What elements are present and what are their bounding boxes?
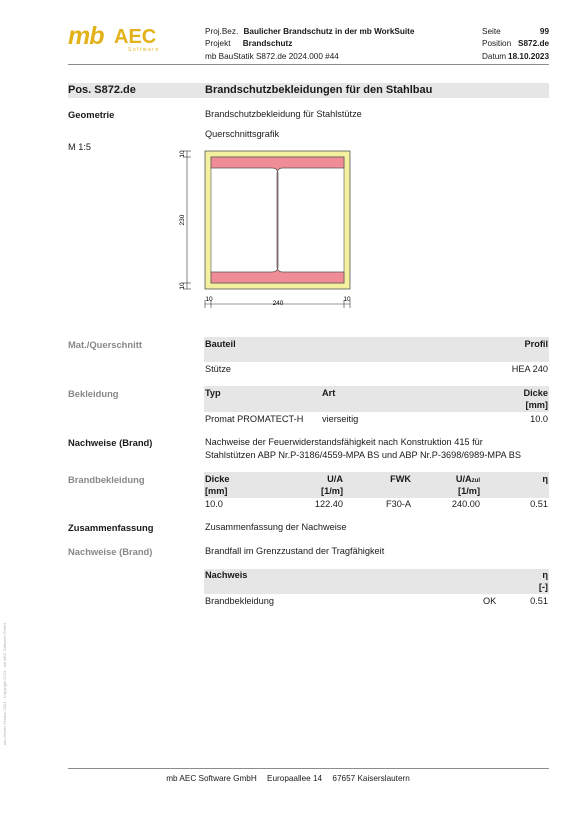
seite-label: Seite: [482, 27, 501, 36]
col-nw-eta: η: [542, 570, 548, 580]
col-bb-dicke-unit: [mm]: [205, 486, 228, 496]
col-bb-eta: η: [542, 474, 548, 484]
nachweise-label: Nachweise (Brand): [68, 437, 153, 448]
nachweise-line1: Nachweise der Feuerwiderstandsfähigkeit nach Konstruktion 415 für: [205, 437, 483, 447]
footer-company: mb AEC Software GmbH: [166, 774, 257, 783]
dim-bottom: 10: [179, 282, 186, 290]
logo-mb: mb: [68, 22, 104, 50]
dim-left: 10: [205, 296, 213, 303]
nachweis-header-bar: [204, 569, 549, 594]
geometrie-text: Brandschutzbekleidung für Stahlstütze: [205, 109, 362, 119]
col-nachweis: Nachweis: [205, 570, 248, 580]
col-uazul-sub: zul: [471, 478, 480, 484]
nw-row-name: Brandbekleidung: [205, 596, 274, 606]
dicke-value: 10.0: [530, 414, 548, 424]
zusammenfassung-text: Zusammenfassung der Nachweise: [205, 522, 347, 532]
col-dicke-unit: [mm]: [525, 400, 548, 410]
nachweise-line2: Stahlstützen ABP Nr.P-3186/4559-MPA BS und ABP Nr.P-3698/6989-MPA BS: [205, 450, 521, 460]
bekleidung-label: Bekleidung: [68, 388, 119, 399]
projbez-value: Baulicher Brandschutz in der mb WorkSuite: [243, 27, 415, 36]
bb-fwk-value: F30-A: [385, 499, 411, 509]
footer-street: Europaallee 14: [267, 774, 323, 783]
col-profil: Profil: [524, 339, 548, 349]
footer: [0, 774, 576, 783]
projekt-value: Brandschutz: [242, 39, 293, 48]
position-title: Pos. S872.de: [68, 84, 136, 96]
dim-middle: 230: [179, 214, 186, 226]
bauteil-value: Stütze: [205, 364, 232, 374]
logo-software: Software: [128, 47, 160, 53]
nachweise2-text: Brandfall im Grenzzustand der Tragfähigkeit: [205, 546, 385, 556]
side-copyright: mb-Viewer Version 2024 - Copyright 2023 - mb AEC Software GmbH: [2, 623, 7, 745]
seite-value: 99: [539, 27, 549, 36]
graphic-caption: Querschnittsgrafik: [205, 129, 280, 139]
bb-uazul-value: 240.00: [451, 499, 480, 509]
header-projbez: [205, 26, 414, 38]
col-uazul-unit: [1/m]: [458, 486, 480, 496]
datum-value: 18.10.2023: [508, 52, 549, 61]
col-uazul-main: U/A: [455, 474, 472, 484]
footer-rule: [68, 768, 549, 769]
cross-section-graphic: [170, 145, 360, 310]
profil-value: HEA 240: [511, 364, 548, 374]
art-value: vierseitig: [322, 414, 359, 424]
brandbekleidung-label: Brandbekleidung: [68, 474, 145, 485]
dim-right: 10: [343, 296, 351, 303]
bb-ua-value: 122.40: [314, 499, 343, 509]
nachweise2-label: Nachweise (Brand): [68, 546, 153, 557]
nw-row-eta: 0.51: [530, 596, 548, 606]
header-rule: [68, 64, 549, 65]
col-art: Art: [322, 388, 336, 398]
col-nw-eta-unit: [-]: [538, 582, 548, 592]
material-label: Mat./Querschnitt: [68, 339, 142, 350]
position-label: Position: [482, 39, 512, 48]
position-value: S872.de: [518, 39, 549, 48]
col-typ: Typ: [205, 388, 221, 398]
col-fwk: FWK: [390, 474, 411, 484]
bb-eta-value: 0.51: [530, 499, 548, 509]
col-bb-dicke: Dicke: [205, 474, 230, 484]
projekt-label: Projekt: [205, 39, 231, 48]
nw-row-status: OK: [483, 596, 497, 606]
col-ua-unit: [1/m]: [321, 486, 343, 496]
col-ua: U/A: [327, 474, 343, 484]
typ-value: Promat PROMATECT-H: [205, 414, 304, 424]
datum-label: Datum: [482, 52, 507, 61]
scale-label: M 1:5: [68, 142, 91, 152]
section-heading: Brandschutzbekleidungen für den Stahlbau: [205, 84, 433, 96]
dim-width: 240: [272, 300, 284, 307]
col-dicke: Dicke: [523, 388, 548, 398]
logo-aec: AEC: [114, 26, 157, 48]
dim-top: 10: [179, 150, 186, 158]
footer-city: 67657 Kaiserslautern: [332, 774, 410, 783]
zusammenfassung-label: Zusammenfassung: [68, 522, 154, 533]
projbez-label: Proj.Bez.: [205, 27, 239, 36]
logo: [68, 22, 168, 52]
bb-dicke-value: 10.0: [205, 499, 223, 509]
geometrie-label: Geometrie: [68, 109, 115, 120]
header-module: mb BauStatik S872.de 2024.000 #44: [205, 52, 339, 61]
col-bauteil: Bauteil: [205, 339, 236, 349]
header-projekt: [205, 38, 292, 50]
